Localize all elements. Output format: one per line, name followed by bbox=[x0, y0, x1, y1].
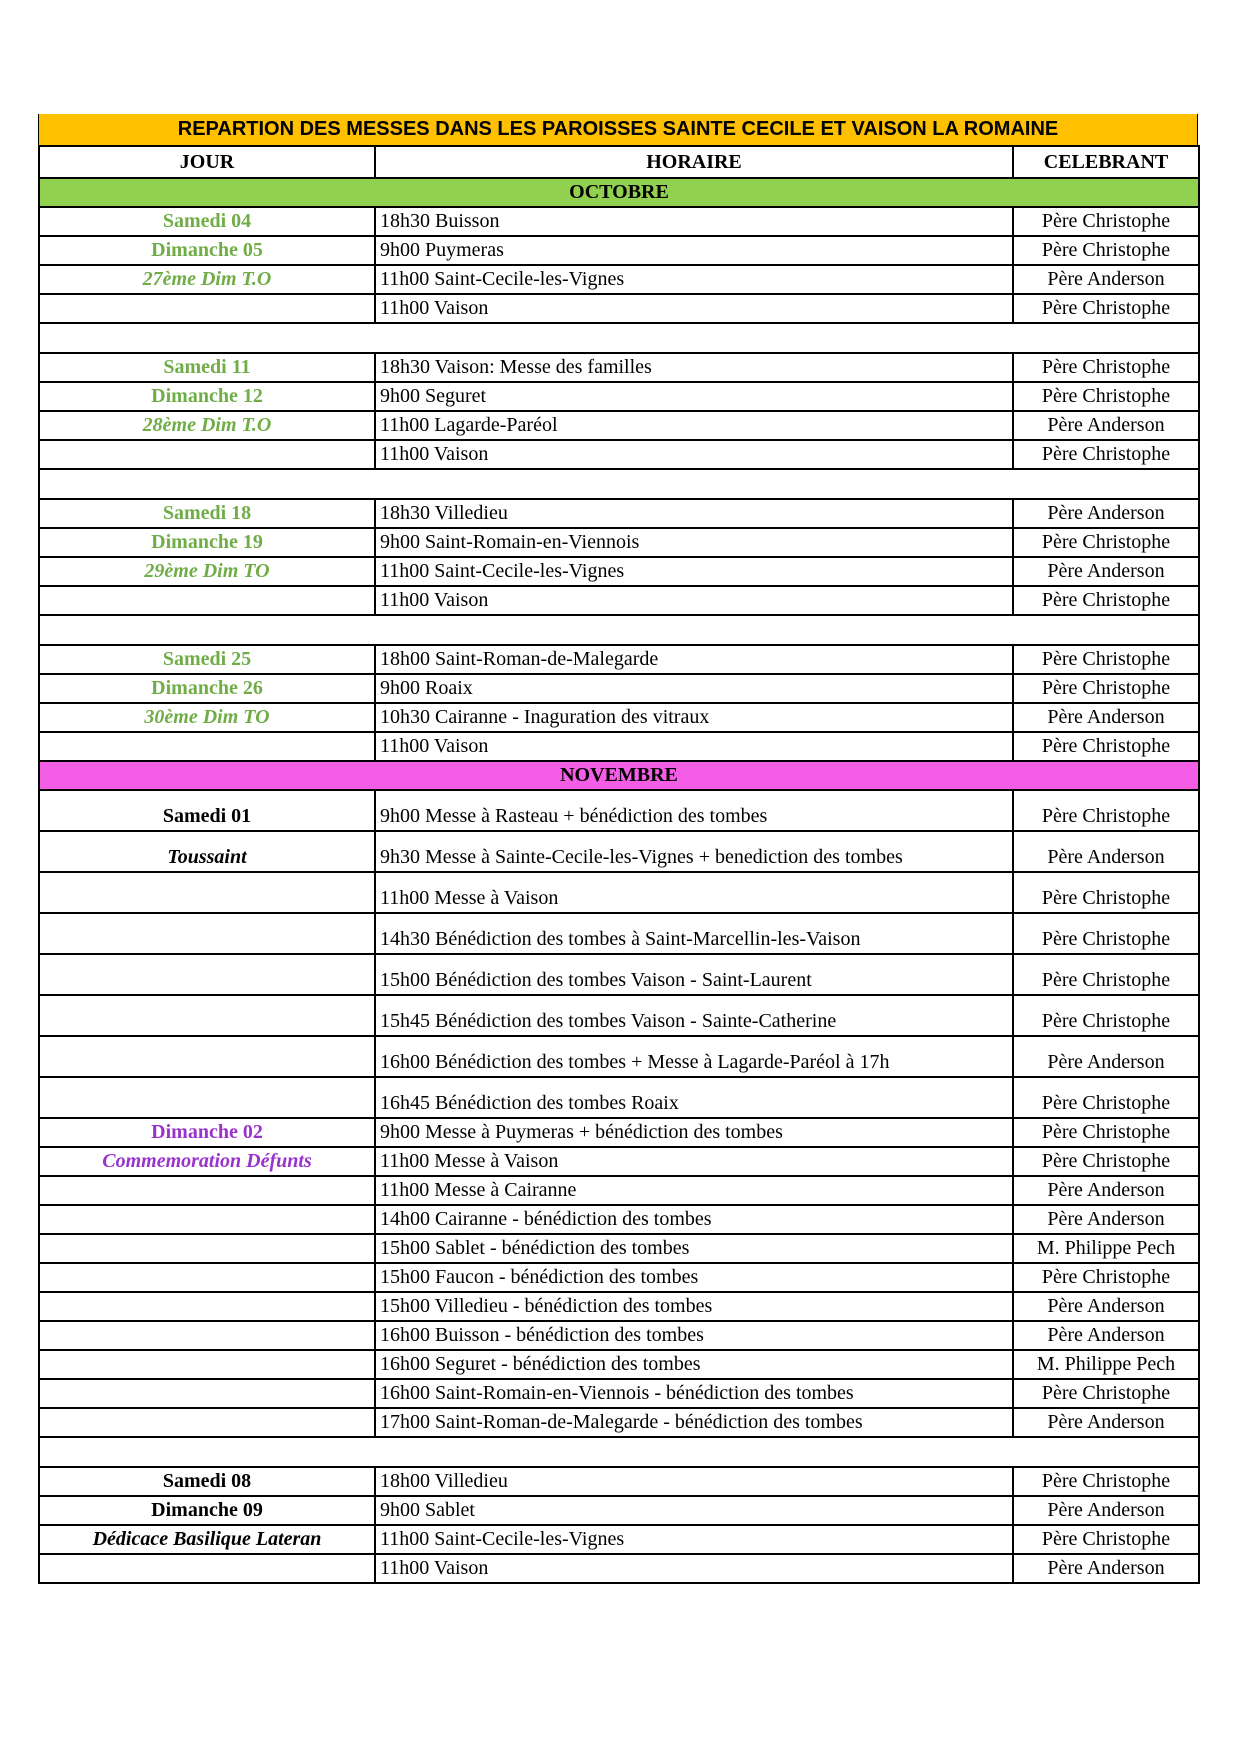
spacer-cell bbox=[39, 323, 1199, 353]
jour-cell: Samedi 25 bbox=[39, 645, 375, 674]
header-celebrant: CELEBRANT bbox=[1013, 146, 1199, 178]
table-row bbox=[39, 913, 1199, 954]
celebrant-cell: Père Anderson bbox=[1013, 1321, 1199, 1350]
month-row bbox=[39, 761, 1199, 790]
table-row bbox=[39, 790, 1199, 831]
celebrant-cell: Père Christophe bbox=[1013, 236, 1199, 265]
celebrant-cell: Père Christophe bbox=[1013, 586, 1199, 615]
table-row bbox=[39, 1408, 1199, 1437]
horaire-cell: 9h30 Messe à Sainte-Cecile-les-Vignes + benediction des tombes bbox=[375, 831, 1013, 872]
table-row bbox=[39, 1321, 1199, 1350]
horaire-cell: 9h00 Seguret bbox=[375, 382, 1013, 411]
table-row bbox=[39, 236, 1199, 265]
celebrant-cell: Père Christophe bbox=[1013, 995, 1199, 1036]
jour-cell: 29ème Dim TO bbox=[39, 557, 375, 586]
horaire-cell: 15h00 Faucon - bénédiction des tombes bbox=[375, 1263, 1013, 1292]
celebrant-cell: Père Anderson bbox=[1013, 1176, 1199, 1205]
horaire-cell: 14h00 Cairanne - bénédiction des tombes bbox=[375, 1205, 1013, 1234]
jour-cell bbox=[39, 1205, 375, 1234]
jour-cell: 27ème Dim T.O bbox=[39, 265, 375, 294]
jour-cell bbox=[39, 913, 375, 954]
jour-cell bbox=[39, 1263, 375, 1292]
celebrant-cell: Père Christophe bbox=[1013, 1118, 1199, 1147]
jour-cell: Commemoration Défunts bbox=[39, 1147, 375, 1176]
table-row bbox=[39, 954, 1199, 995]
month-label: NOVEMBRE bbox=[39, 761, 1199, 790]
horaire-cell: 16h45 Bénédiction des tombes Roaix bbox=[375, 1077, 1013, 1118]
celebrant-cell: Père Christophe bbox=[1013, 1525, 1199, 1554]
table-row bbox=[39, 1036, 1199, 1077]
celebrant-cell: Père Christophe bbox=[1013, 872, 1199, 913]
celebrant-cell: Père Christophe bbox=[1013, 382, 1199, 411]
horaire-cell: 15h00 Villedieu - bénédiction des tombes bbox=[375, 1292, 1013, 1321]
table-row bbox=[39, 831, 1199, 872]
jour-cell: Dédicace Basilique Lateran bbox=[39, 1525, 375, 1554]
table-row bbox=[39, 1176, 1199, 1205]
celebrant-cell: Père Christophe bbox=[1013, 440, 1199, 469]
schedule-body bbox=[39, 178, 1199, 1583]
table-row bbox=[39, 499, 1199, 528]
horaire-cell: 11h00 Saint-Cecile-les-Vignes bbox=[375, 1525, 1013, 1554]
table-row bbox=[39, 703, 1199, 732]
jour-cell: 30ème Dim TO bbox=[39, 703, 375, 732]
mass-schedule-table bbox=[38, 145, 1200, 1584]
horaire-cell: 11h00 Vaison bbox=[375, 294, 1013, 323]
jour-cell: Samedi 08 bbox=[39, 1467, 375, 1496]
table-row bbox=[39, 294, 1199, 323]
jour-cell bbox=[39, 1554, 375, 1583]
celebrant-cell: Père Christophe bbox=[1013, 1467, 1199, 1496]
horaire-cell: 9h00 Saint-Romain-en-Viennois bbox=[375, 528, 1013, 557]
celebrant-cell: Père Anderson bbox=[1013, 703, 1199, 732]
table-row bbox=[39, 411, 1199, 440]
table-row bbox=[39, 732, 1199, 761]
celebrant-cell: Père Christophe bbox=[1013, 353, 1199, 382]
spacer-row bbox=[39, 323, 1199, 353]
horaire-cell: 11h00 Lagarde-Paréol bbox=[375, 411, 1013, 440]
header-horaire: HORAIRE bbox=[375, 146, 1013, 178]
table-row bbox=[39, 382, 1199, 411]
header-jour: JOUR bbox=[39, 146, 375, 178]
table-row bbox=[39, 1147, 1199, 1176]
jour-cell: Dimanche 19 bbox=[39, 528, 375, 557]
celebrant-cell: Père Anderson bbox=[1013, 265, 1199, 294]
celebrant-cell: Père Christophe bbox=[1013, 732, 1199, 761]
spacer-row bbox=[39, 469, 1199, 499]
celebrant-cell: Père Christophe bbox=[1013, 674, 1199, 703]
jour-cell bbox=[39, 1379, 375, 1408]
jour-cell bbox=[39, 294, 375, 323]
jour-cell: Samedi 04 bbox=[39, 207, 375, 236]
horaire-cell: 11h00 Messe à Vaison bbox=[375, 872, 1013, 913]
table-row bbox=[39, 1350, 1199, 1379]
page-title: REPARTION DES MESSES DANS LES PAROISSES SAINTE CECILE ET VAISON LA ROMAINE bbox=[38, 114, 1198, 145]
table-row bbox=[39, 1077, 1199, 1118]
horaire-cell: 11h00 Vaison bbox=[375, 440, 1013, 469]
celebrant-cell: Père Anderson bbox=[1013, 831, 1199, 872]
celebrant-cell: Père Anderson bbox=[1013, 411, 1199, 440]
horaire-cell: 11h00 Messe à Cairanne bbox=[375, 1176, 1013, 1205]
horaire-cell: 16h00 Saint-Romain-en-Viennois - bénédiction des tombes bbox=[375, 1379, 1013, 1408]
table-row bbox=[39, 440, 1199, 469]
jour-cell bbox=[39, 1036, 375, 1077]
jour-cell bbox=[39, 1292, 375, 1321]
table-row bbox=[39, 1234, 1199, 1263]
table-row bbox=[39, 995, 1199, 1036]
jour-cell: Samedi 01 bbox=[39, 790, 375, 831]
jour-cell: Dimanche 09 bbox=[39, 1496, 375, 1525]
jour-cell bbox=[39, 995, 375, 1036]
spacer-row bbox=[39, 1437, 1199, 1467]
jour-cell bbox=[39, 732, 375, 761]
celebrant-cell: Père Christophe bbox=[1013, 790, 1199, 831]
jour-cell bbox=[39, 1408, 375, 1437]
table-row bbox=[39, 1525, 1199, 1554]
spacer-cell bbox=[39, 469, 1199, 499]
horaire-cell: 10h30 Cairanne - Inaguration des vitraux bbox=[375, 703, 1013, 732]
celebrant-cell: Père Christophe bbox=[1013, 1263, 1199, 1292]
table-row bbox=[39, 1205, 1199, 1234]
celebrant-cell: Père Anderson bbox=[1013, 1554, 1199, 1583]
horaire-cell: 16h00 Bénédiction des tombes + Messe à Lagarde-Paréol à 17h bbox=[375, 1036, 1013, 1077]
horaire-cell: 11h00 Vaison bbox=[375, 732, 1013, 761]
horaire-cell: 18h30 Vaison: Messe des familles bbox=[375, 353, 1013, 382]
celebrant-cell: Père Christophe bbox=[1013, 294, 1199, 323]
table-row bbox=[39, 528, 1199, 557]
horaire-cell: 18h00 Saint-Roman-de-Malegarde bbox=[375, 645, 1013, 674]
jour-cell bbox=[39, 1077, 375, 1118]
table-row bbox=[39, 1379, 1199, 1408]
jour-cell bbox=[39, 1321, 375, 1350]
horaire-cell: 17h00 Saint-Roman-de-Malegarde - bénédiction des tombes bbox=[375, 1408, 1013, 1437]
celebrant-cell: Père Anderson bbox=[1013, 1408, 1199, 1437]
schedule-sheet bbox=[38, 114, 1198, 1584]
horaire-cell: 9h00 Puymeras bbox=[375, 236, 1013, 265]
horaire-cell: 16h00 Seguret - bénédiction des tombes bbox=[375, 1350, 1013, 1379]
jour-cell bbox=[39, 1350, 375, 1379]
celebrant-cell: Père Christophe bbox=[1013, 1077, 1199, 1118]
jour-cell bbox=[39, 586, 375, 615]
horaire-cell: 9h00 Roaix bbox=[375, 674, 1013, 703]
table-row bbox=[39, 1554, 1199, 1583]
horaire-cell: 15h00 Sablet - bénédiction des tombes bbox=[375, 1234, 1013, 1263]
jour-cell bbox=[39, 872, 375, 913]
spacer-cell bbox=[39, 615, 1199, 645]
celebrant-cell: Père Christophe bbox=[1013, 913, 1199, 954]
table-row bbox=[39, 674, 1199, 703]
celebrant-cell: Père Anderson bbox=[1013, 1292, 1199, 1321]
celebrant-cell: M. Philippe Pech bbox=[1013, 1350, 1199, 1379]
horaire-cell: 11h00 Messe à Vaison bbox=[375, 1147, 1013, 1176]
jour-cell bbox=[39, 1234, 375, 1263]
jour-cell: Dimanche 26 bbox=[39, 674, 375, 703]
month-label: OCTOBRE bbox=[39, 178, 1199, 207]
horaire-cell: 11h00 Saint-Cecile-les-Vignes bbox=[375, 265, 1013, 294]
spacer-row bbox=[39, 615, 1199, 645]
celebrant-cell: Père Anderson bbox=[1013, 1496, 1199, 1525]
celebrant-cell: Père Christophe bbox=[1013, 1147, 1199, 1176]
jour-cell bbox=[39, 440, 375, 469]
table-row bbox=[39, 872, 1199, 913]
celebrant-cell: M. Philippe Pech bbox=[1013, 1234, 1199, 1263]
header-row bbox=[39, 146, 1199, 178]
table-row bbox=[39, 1496, 1199, 1525]
horaire-cell: 18h30 Buisson bbox=[375, 207, 1013, 236]
celebrant-cell: Père Christophe bbox=[1013, 528, 1199, 557]
celebrant-cell: Père Christophe bbox=[1013, 1379, 1199, 1408]
jour-cell: Dimanche 12 bbox=[39, 382, 375, 411]
horaire-cell: 16h00 Buisson - bénédiction des tombes bbox=[375, 1321, 1013, 1350]
jour-cell: Samedi 18 bbox=[39, 499, 375, 528]
celebrant-cell: Père Anderson bbox=[1013, 1205, 1199, 1234]
jour-cell: Samedi 11 bbox=[39, 353, 375, 382]
horaire-cell: 9h00 Messe à Puymeras + bénédiction des tombes bbox=[375, 1118, 1013, 1147]
horaire-cell: 9h00 Sablet bbox=[375, 1496, 1013, 1525]
celebrant-cell: Père Christophe bbox=[1013, 645, 1199, 674]
spacer-cell bbox=[39, 1437, 1199, 1467]
month-row bbox=[39, 178, 1199, 207]
celebrant-cell: Père Anderson bbox=[1013, 499, 1199, 528]
jour-cell: Toussaint bbox=[39, 831, 375, 872]
celebrant-cell: Père Christophe bbox=[1013, 207, 1199, 236]
celebrant-cell: Père Anderson bbox=[1013, 557, 1199, 586]
table-row bbox=[39, 557, 1199, 586]
horaire-cell: 18h00 Villedieu bbox=[375, 1467, 1013, 1496]
table-row bbox=[39, 586, 1199, 615]
horaire-cell: 11h00 Vaison bbox=[375, 586, 1013, 615]
horaire-cell: 9h00 Messe à Rasteau + bénédiction des tombes bbox=[375, 790, 1013, 831]
horaire-cell: 18h30 Villedieu bbox=[375, 499, 1013, 528]
horaire-cell: 15h00 Bénédiction des tombes Vaison - Saint-Laurent bbox=[375, 954, 1013, 995]
table-row bbox=[39, 645, 1199, 674]
jour-cell: 28ème Dim T.O bbox=[39, 411, 375, 440]
horaire-cell: 11h00 Saint-Cecile-les-Vignes bbox=[375, 557, 1013, 586]
table-row bbox=[39, 265, 1199, 294]
jour-cell bbox=[39, 1176, 375, 1205]
table-row bbox=[39, 1292, 1199, 1321]
celebrant-cell: Père Anderson bbox=[1013, 1036, 1199, 1077]
jour-cell: Dimanche 02 bbox=[39, 1118, 375, 1147]
table-row bbox=[39, 1263, 1199, 1292]
table-row bbox=[39, 353, 1199, 382]
jour-cell bbox=[39, 954, 375, 995]
horaire-cell: 11h00 Vaison bbox=[375, 1554, 1013, 1583]
table-row bbox=[39, 1467, 1199, 1496]
horaire-cell: 15h45 Bénédiction des tombes Vaison - Sainte-Catherine bbox=[375, 995, 1013, 1036]
jour-cell: Dimanche 05 bbox=[39, 236, 375, 265]
celebrant-cell: Père Christophe bbox=[1013, 954, 1199, 995]
horaire-cell: 14h30 Bénédiction des tombes à Saint-Marcellin-les-Vaison bbox=[375, 913, 1013, 954]
table-row bbox=[39, 207, 1199, 236]
table-row bbox=[39, 1118, 1199, 1147]
